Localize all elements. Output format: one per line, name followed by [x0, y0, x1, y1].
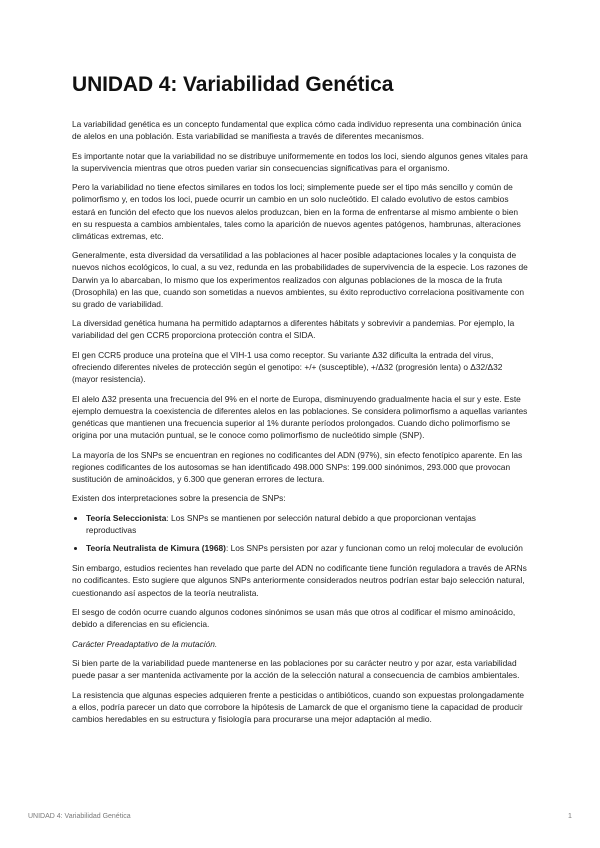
paragraph: Es importante notar que la variabilidad no se distribuye uniformemente en todos los loci, siendo algunos genes vitales para la supervivencia mientras que otros pueden variar sin consecuencias significativas para el organismo.	[72, 150, 528, 173]
paragraph: Existen dos interpretaciones sobre la presencia de SNPs:	[72, 493, 286, 504]
paragraph: La mayoría de los SNPs se encuentran en regiones no codificantes del ADN (97%), sin efecto fenotípico aparente. En las regiones codificantes de los autosomas se han identificado 498.000 SNPs: 199.000 sinónimos, 293.000 que provocan sustitución de aminoácidos, y 6.300 que generan errores de lectura.	[72, 449, 523, 484]
paragraph: La resistencia que algunas especies adquieren frente a pesticidas o antibióticos, cuando son expuestas prolongadamente a ellos, podría parecer un dato que corrobore la hipótesis de Lamarck de que el organismo tiene la capacidad de producir cambios heredables en su estructura y fisiología para procurarse una mejor adaptación al medio.	[72, 690, 525, 725]
list-item	[86, 512, 528, 536]
list-item-text: : Los SNPs se mantienen por selección natural debido a que proporcionan ventajas reproductivas	[86, 513, 476, 536]
page-title: UNIDAD 4: Variabilidad Genética	[72, 73, 394, 96]
list-item-text: : Los SNPs persisten por azar y funcionan como un reloj molecular de evolución	[225, 543, 523, 554]
list-item	[86, 542, 528, 554]
paragraph: El alelo Δ32 presenta una frecuencia del 9% en el norte de Europa, disminuyendo gradualmente hacia el sur y este. Este ejemplo demuestra la coexistencia de diferentes alelos en las poblaciones. Se considera polimorfismo a aquellas variantes genéticas que mantienen una frecuencia superior al 1% durante períodos prolongados. Cuando dicho polimorfismo se origina por una mutación puntual, se le conoce como polimorfismo de nucleótido simple (SNP).	[72, 393, 528, 441]
section-subheading: Carácter Preadaptativo de la mutación.	[72, 638, 218, 649]
paragraph: La variabilidad genética es un concepto fundamental que explica cómo cada individuo representa una combinación única de alelos en una población. Esta variabilidad se manifiesta a través de diferentes mecanismos.	[72, 119, 522, 142]
paragraph: Pero la variabilidad no tiene efectos similares en todos los loci; simplemente puede ser el tipo más sencillo y común de polimorfismo y, en todos los loci, puede ocurrir un cambio en un solo nucleótido. El calado evolutivo de estos cambios estará en función del efecto que los nuevos alelos produzcan, bien en la forma de enfrentarse al mismo ambiente o bien en su respuesta a cambios ambientales, tales como la aparición de nuevos agentes patógenos, hambrunas, alteraciones climáticas extremas, etc.	[72, 182, 521, 241]
page-number: 1	[568, 813, 572, 820]
paragraph: Sin embargo, estudios recientes han revelado que parte del ADN no codificante tiene función reguladora a través de ARNs no codificantes. Esto sugiere que algunos SNPs anteriormente considerados neutros podrían estar bajo selección natural, cuestionando así aspectos de la teoría neutralista.	[72, 563, 527, 598]
footer-title: UNIDAD 4: Variabilidad Genética	[28, 813, 131, 820]
paragraph: Si bien parte de la variabilidad puede mantenerse en las poblaciones por su carácter neutro y por azar, esta variabilidad puede pasar a ser mantenida activamente por la acción de la selección natural a consecuencia de cambios ambientales.	[72, 658, 520, 681]
theory-list	[72, 512, 528, 554]
document-page	[72, 72, 528, 733]
paragraph: El gen CCR5 produce una proteína que el VIH-1 usa como receptor. Su variante Δ32 dificulta la entrada del virus, ofreciendo diferentes niveles de protección según el genotipo: +/+ (susceptible), +/Δ32 (progresión lenta) o Δ32/Δ32 (mayor resistencia).	[72, 350, 503, 385]
list-item-term: Teoría Seleccionista	[86, 513, 167, 524]
paragraph: El sesgo de codón ocurre cuando algunos codones sinónimos se usan más que otros al codificar el mismo aminoácido, debido a diferencias en su eficiencia.	[72, 607, 516, 630]
list-item-term: Teoría Neutralista de Kimura (1968)	[86, 543, 226, 554]
paragraph: La diversidad genética humana ha permitido adaptarnos a diferentes hábitats y sobrevivir a pandemias. Por ejemplo, la variabilidad del gen CCR5 proporciona protección contra el SIDA.	[72, 318, 515, 341]
paragraph: Generalmente, esta diversidad da versatilidad a las poblaciones al hacer posible adaptaciones locales y la conquista de nuevos nichos ecológicos, lo cual, a su vez, redunda en las probabilidades de supervivencia de la especie. Los razones de Darwin ya lo abarcaban, lo mismo que los experimentos realizados con algunas poblaciones de la mosca de la fruta (Drosophila) en las que, cuando son sometidas a nuevos ambientes, su éxito reproductivo correlaciona positivamente con su grado de variabilidad.	[72, 250, 528, 309]
